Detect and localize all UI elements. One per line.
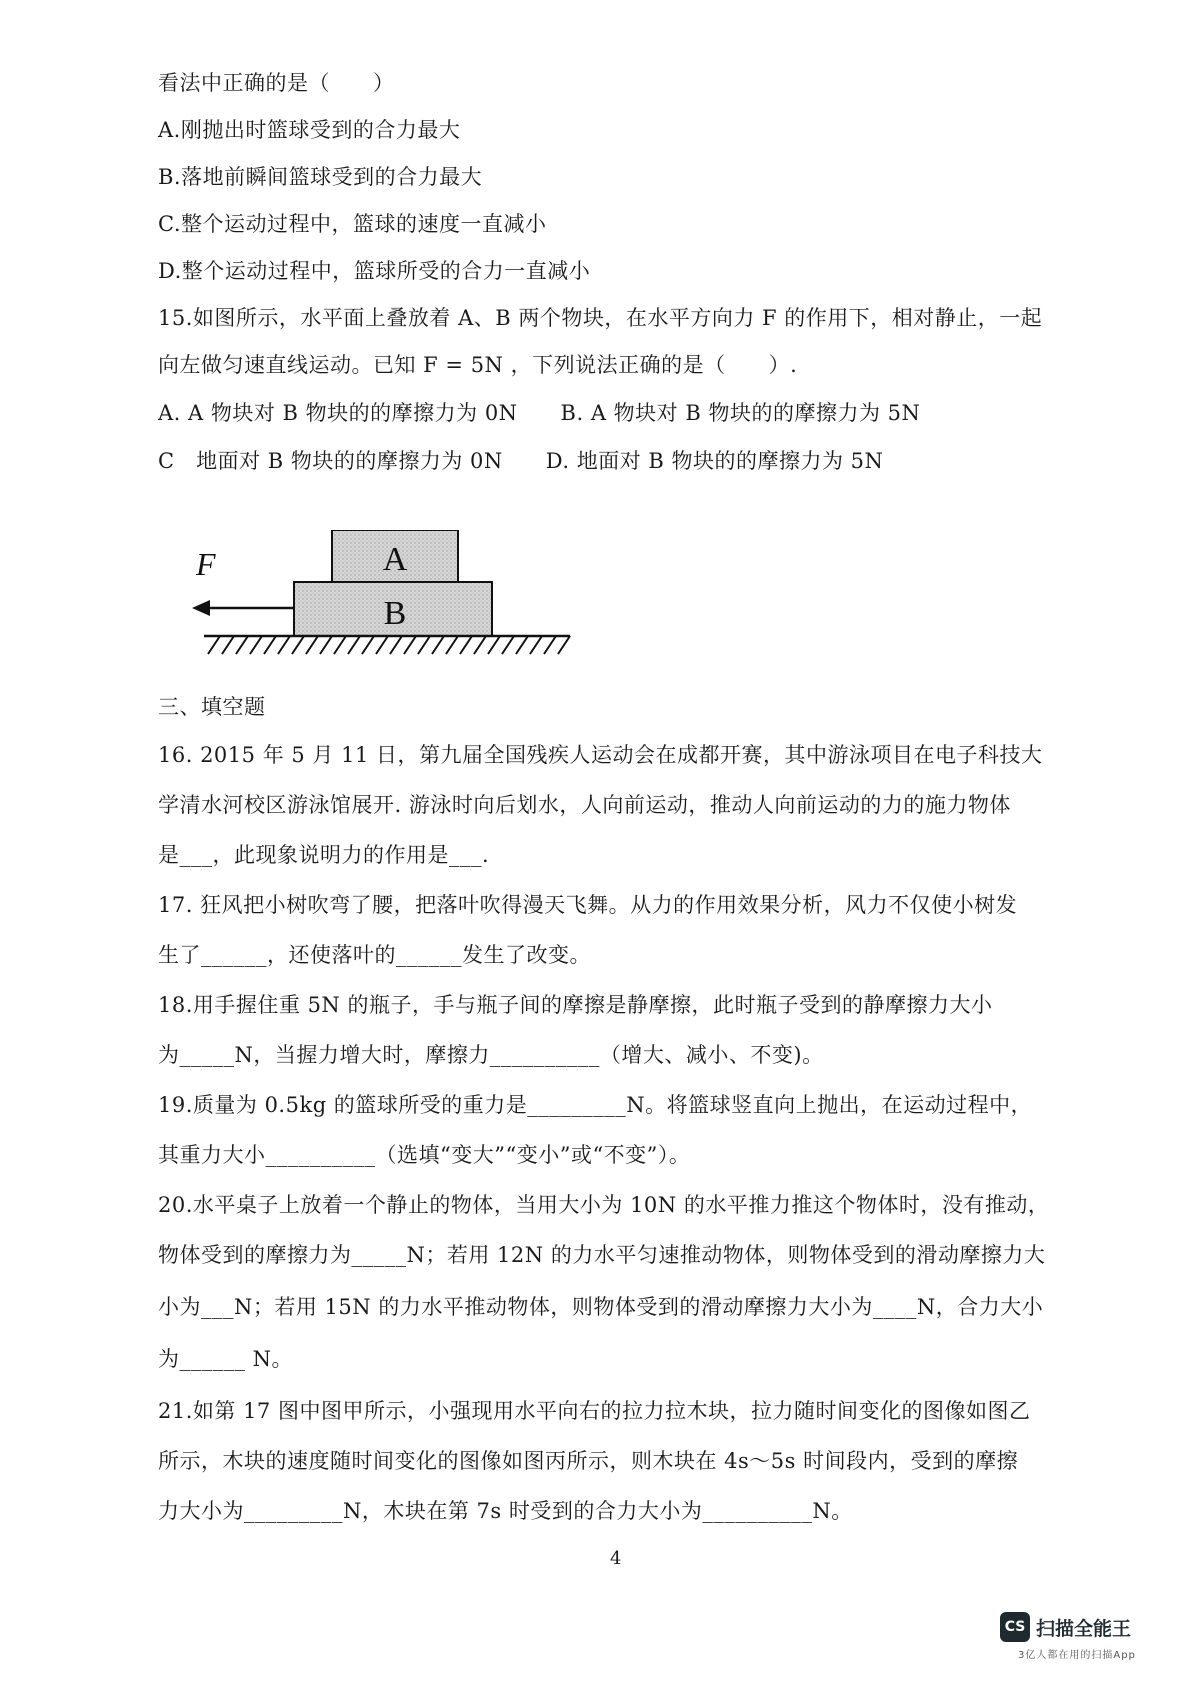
question-18: 18.用手握住重 5N 的瓶子，手与瓶子间的摩擦是静摩擦，此时瓶子受到的静摩擦力大小 xyxy=(158,993,993,1017)
question-15: 15.如图所示，水平面上叠放着 A、B 两个物块，在水平方向力 F 的作用下，相对静止，一起 xyxy=(158,306,1043,330)
question-17: 17. 狂风把小树吹弯了腰，把落叶吹得漫天飞舞。从力的作用效果分析，风力不仅使小树发 xyxy=(158,893,1018,917)
page-number: 4 xyxy=(610,1548,622,1569)
question-19-cont: 其重力大小__________（选填“变大”“变小”或“不变”）。 xyxy=(158,1143,691,1167)
question-21-cont-2: 力大小为_________N，木块在第 7s 时受到的合力大小为__________N。 xyxy=(158,1499,853,1523)
scanner-app-name: 扫描全能王 xyxy=(1036,1618,1132,1640)
question-16: 16. 2015 年 5 月 11 日，第九届全国残疾人运动会在成都开赛，其中游泳项目在电子科技大 xyxy=(158,743,1043,767)
question-16-blank: 是___，此现象说明力的作用是___. xyxy=(158,843,490,867)
question-21: 21.如第 17 图中图甲所示，小强现用水平向右的拉力拉木块，拉力随时间变化的图像如图乙 xyxy=(158,1399,1031,1423)
ground-hatching xyxy=(208,636,570,654)
scanner-watermark xyxy=(1000,1604,1160,1664)
question-15-options-ab: A. A 物块对 B 物块的的摩擦力为 0N B. A 物块对 B 物块的的摩擦力为 5N xyxy=(158,401,921,425)
question-20-cont-2: 小为___N；若用 15N 的力水平推动物体，则物体受到的滑动摩擦力大小为____N，合力大小 xyxy=(158,1295,1044,1319)
option-b: B.落地前瞬间篮球受到的合力最大 xyxy=(158,165,483,189)
force-arrow xyxy=(192,600,294,616)
scanner-logo-icon: CS xyxy=(1000,1612,1030,1642)
force-label: F xyxy=(196,546,216,582)
question-16-cont: 学清水河校区游泳馆展开. 游泳时向后划水，人向前运动，推动人向前运动的力的施力物体 xyxy=(158,793,1011,817)
question-17-cont: 生了______，还使落叶的______发生了改变。 xyxy=(158,943,591,967)
scanner-tagline: 3亿人都在用的扫描App xyxy=(1018,1650,1136,1661)
blocks-diagram xyxy=(190,530,630,680)
question-20-cont-3: 为______ N。 xyxy=(158,1347,294,1371)
block-b-label: B xyxy=(383,595,407,632)
option-a: A.刚抛出时篮球受到的合力最大 xyxy=(158,118,461,142)
option-d: D.整个运动过程中，篮球所受的合力一直减小 xyxy=(158,259,591,283)
question-20-cont-1: 物体受到的摩擦力为_____N；若用 12N 的力水平匀速推动物体，则物体受到的滑动摩擦力大 xyxy=(158,1243,1046,1267)
option-c: C.整个运动过程中，篮球的速度一直减小 xyxy=(158,212,547,236)
question-18-cont: 为_____N，当握力增大时，摩擦力__________（增大、减小、不变)。 xyxy=(158,1043,824,1067)
text-line: 看法中正确的是（ ） xyxy=(158,71,395,95)
question-21-cont-1: 所示，木块的速度随时间变化的图像如图丙所示，则木块在 4s～5s 时间段内，受到的摩擦 xyxy=(158,1449,1019,1473)
question-20: 20.水平桌子上放着一个静止的物体，当用大小为 10N 的水平推力推这个物体时，没有推动， xyxy=(158,1193,1050,1217)
question-19: 19.质量为 0.5kg 的篮球所受的重力是_________N。将篮球竖直向上抛出，在运动过程中， xyxy=(158,1093,1033,1117)
question-15-options-cd: C 地面对 B 物块的的摩擦力为 0N D. 地面对 B 物块的的摩擦力为 5N xyxy=(158,449,884,473)
question-15-cont: 向左做匀速直线运动。已知 F = 5N ，下列说法正确的是（ ）. xyxy=(158,353,798,377)
section-heading: 三、填空题 xyxy=(158,695,266,719)
block-a-label: A xyxy=(382,541,408,578)
